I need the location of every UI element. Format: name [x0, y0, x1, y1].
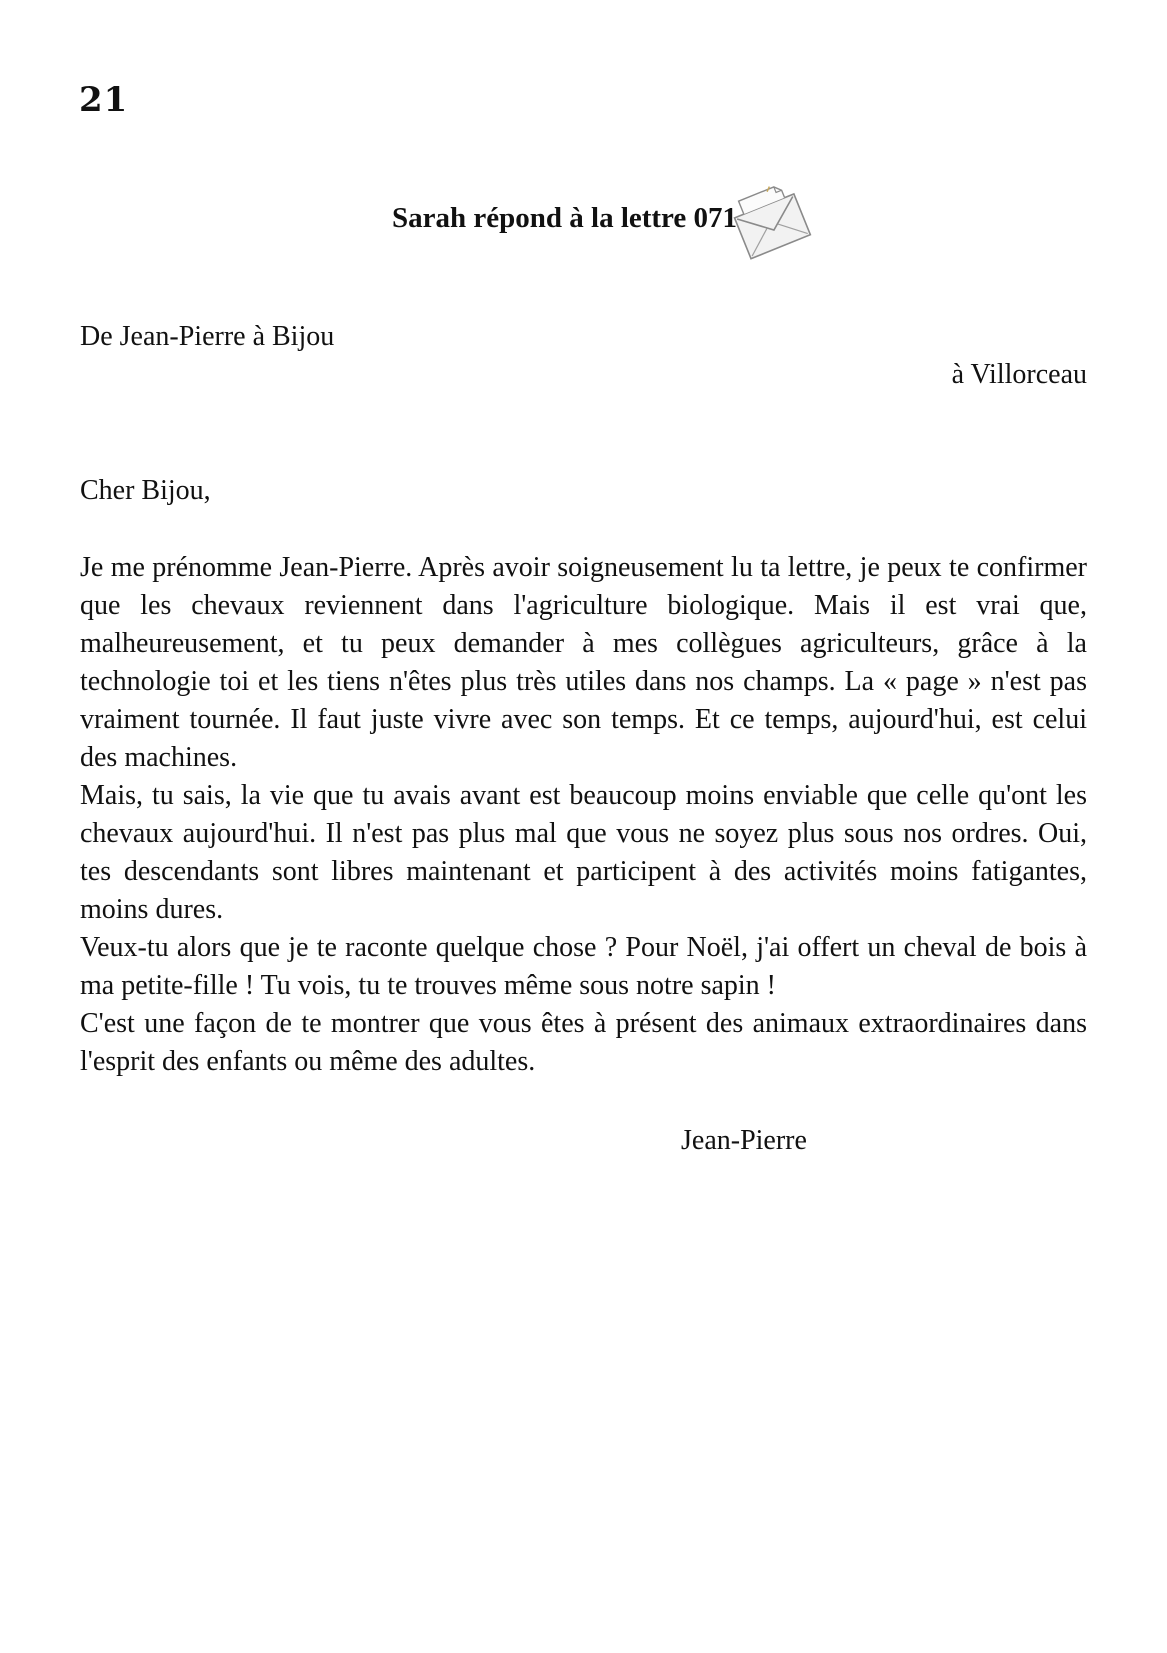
letter-paragraph: C'est une façon de te montrer que vous êtes à présent des animaux extraordinaires dans l'esprit des enfants ou même des adultes.: [80, 1008, 1087, 1077]
envelope-icon: [728, 180, 818, 270]
page-title: Sarah répond à la lettre 071: [392, 202, 738, 234]
letter-signature: Jean-Pierre: [681, 1125, 807, 1156]
title-area: [0, 180, 1167, 270]
letter-from: De Jean-Pierre à Bijou: [80, 321, 335, 352]
letter-paragraph: Je me prénomme Jean-Pierre. Après avoir soigneusement lu ta lettre, je peux te confirmer que les chevaux reviennent dans l'agriculture biologique. Mais il est vrai que, malheureusement, et tu peux demander à mes collègues agriculteurs, grâce à la technologie toi et les tiens n'êtes plus très utiles dans nos champs. La « page » n'est pas vraiment tournée. Il faut juste vivre avec son temps. Et ce temps, aujourd'hui, est celui des machines.: [80, 552, 1087, 773]
letter-salutation: Cher Bijou,: [80, 475, 211, 506]
letter-paragraph: Veux-tu alors que je te raconte quelque chose ? Pour Noël, j'ai offert un cheval de bois à ma petite-fille ! Tu vois, tu te trouves même sous notre sapin !: [80, 932, 1087, 1001]
page-number: 21: [79, 80, 129, 120]
letter-body: [80, 549, 1087, 1081]
letter-paragraph: Mais, tu sais, la vie que tu avais avant est beaucoup moins enviable que celle qu'ont les chevaux aujourd'hui. Il n'est pas plus mal que vous ne soyez plus sous nos ordres. Oui, tes descendants sont libres maintenant et participent à des activités moins fatigantes, moins dures.: [80, 780, 1087, 925]
letter-place: à Villorceau: [951, 359, 1087, 390]
